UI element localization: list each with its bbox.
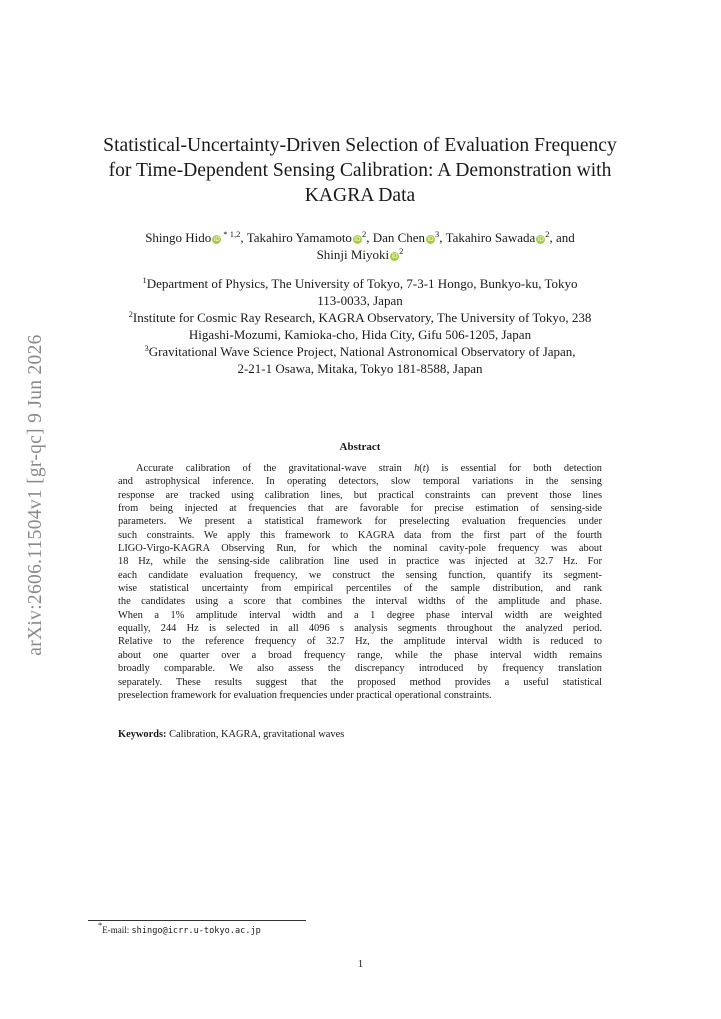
author-separator: , — [240, 230, 247, 245]
affiliation-sup: 3 — [144, 343, 149, 354]
title-line-2: for Time-Dependent Sensing Calibration: A Demonstration with — [108, 160, 612, 181]
abstract-line: equally, 244 Hz is selected in all 4096 s analysis segments throughout the analyzed period. — [118, 623, 602, 635]
abstract-line: response are tracked using calibration lines, but practical constraints can prevent those lines — [118, 489, 602, 501]
abstract-line: separately. These results suggest that the proposed method provides a useful statistical — [118, 676, 602, 688]
author-name: Shingo Hido — [145, 230, 212, 245]
affiliation-list — [70, 275, 650, 378]
affiliation-2-line-1 — [70, 309, 650, 326]
orcid-icon[interactable]: iD — [354, 236, 361, 243]
affiliation-sup: 1 — [142, 275, 147, 285]
orcid-icon[interactable]: iD — [213, 236, 220, 243]
affiliation-text: Department of Physics, The University of Tokyo, 7-3-1 Hongo, Bunkyo-ku, Tokyo — [146, 276, 578, 291]
author-name: Takahiro Yamamoto — [246, 230, 352, 245]
author-line-2 — [70, 246, 650, 263]
author-separator: , — [439, 230, 446, 245]
abstract-line: Accurate calibration of the gravitational-wave strain h(t) is essential for both detection — [136, 463, 602, 474]
footnote-email[interactable]: shingo@icrr.u-tokyo.ac.jp — [131, 926, 261, 936]
affiliation-text: Institute for Cosmic Ray Research, KAGRA Observatory, The University of Tokyo, 238 — [132, 310, 592, 326]
abstract-line: broadly comparable. We also assess the discrepancy introduced by frequency translation — [118, 663, 602, 675]
abstract-line: about one quarter over a broad frequency range, while the phase interval width remains — [118, 649, 602, 661]
math-symbol-t: t — [422, 463, 426, 474]
keywords-text: Calibration, KAGRA, gravitational waves — [169, 729, 345, 740]
abstract-line: from being injected at frequencies that are favorable for precise estimation of sensing-side — [118, 503, 602, 515]
author-list — [70, 229, 650, 263]
orcid-icon[interactable]: iD — [537, 236, 544, 243]
author-name: Shinji Miyoki — [316, 247, 390, 262]
abstract-line: parameters. We present a statistical framework for preselecting evaluation frequencies under — [118, 516, 602, 528]
affiliation-1-line-2: 113-0033, Japan — [317, 293, 403, 309]
affiliation-sup: 2 — [128, 309, 133, 320]
abstract-line: Relative to the reference frequency of 32.7 Hz, the amplitude interval width is reduced to — [118, 636, 602, 648]
author-affil-sup: 2 — [545, 229, 550, 239]
footnote-rule — [88, 920, 306, 921]
paper-title — [70, 133, 650, 208]
keywords — [118, 729, 602, 740]
affiliation-2-line-2: Higashi-Mozumi, Kamioka-cho, Hida City, Gifu 506-1205, Japan — [188, 327, 532, 343]
keywords-label: Keywords: — [118, 729, 167, 740]
author-affil-sup: 2 — [399, 246, 404, 256]
abstract-line: 18 Hz, while the sensing-side calibration line used in practice was injected at 32.7 Hz. For — [118, 556, 602, 568]
orcid-icon[interactable]: iD — [391, 253, 398, 260]
abstract-heading: Abstract — [339, 441, 381, 453]
orcid-icon[interactable]: iD — [427, 236, 434, 243]
arxiv-stamp: arXiv:2606.11504v1 [gr-qc] 9 Jun 2026 — [25, 334, 46, 656]
abstract-line: preselection framework for evaluation frequencies under practical operational constraints. — [118, 689, 492, 701]
affiliation-3-line-1 — [70, 343, 650, 360]
author-name: Takahiro Sawada — [445, 230, 536, 245]
affiliation-3-line-2: 2-21-1 Osawa, Mitaka, Tokyo 181-8588, Japan — [237, 361, 483, 377]
title-line-3: KAGRA Data — [304, 185, 416, 206]
math-symbol-h: h — [414, 463, 420, 474]
abstract-line: each candidate evaluation frequency, we construct the sensing function, quantify its segment- — [118, 569, 602, 581]
affiliation-1-line-1 — [70, 275, 650, 292]
author-affil-sup: 2 — [361, 229, 367, 239]
footnote-marker: * — [98, 920, 103, 930]
footnote-label: E-mail: — [102, 925, 132, 935]
abstract-line: wise statistical uncertainty from empirical percentiles of the sample distribution, and rank — [118, 583, 602, 595]
author-name: Dan Chen — [372, 230, 426, 245]
author-affil-sup: 3 — [435, 229, 440, 239]
author-affil-sup: * 1,2 — [221, 229, 241, 239]
footnote — [98, 920, 261, 936]
author-separator: , and — [549, 230, 575, 245]
affiliation-text: Gravitational Wave Science Project, National Astronomical Observatory of Japan, — [148, 344, 576, 360]
title-line-1: Statistical-Uncertainty-Driven Selection of Evaluation Frequency — [103, 135, 617, 156]
abstract-line: the candidates using a score that combines the interval widths of the amplitude and phase. — [118, 596, 602, 608]
abstract-line: and astrophysical inference. In operating detectors, slow temporal variations in the sensing — [118, 476, 602, 488]
abstract-line: When a 1% amplitude interval width and a 1 degree phase interval width are weighted — [118, 609, 602, 621]
abstract-body — [118, 462, 602, 702]
abstract-line: LIGO-Virgo-KAGRA Observing Run, for which the nominal cavity-pole frequency was about — [118, 543, 602, 555]
abstract-line: such constraints. We apply this framework to KAGRA data from the first part of the fourth — [118, 529, 602, 541]
author-separator: , — [366, 230, 373, 245]
author-line-1 — [70, 229, 650, 246]
page-number: 1 — [357, 958, 364, 970]
